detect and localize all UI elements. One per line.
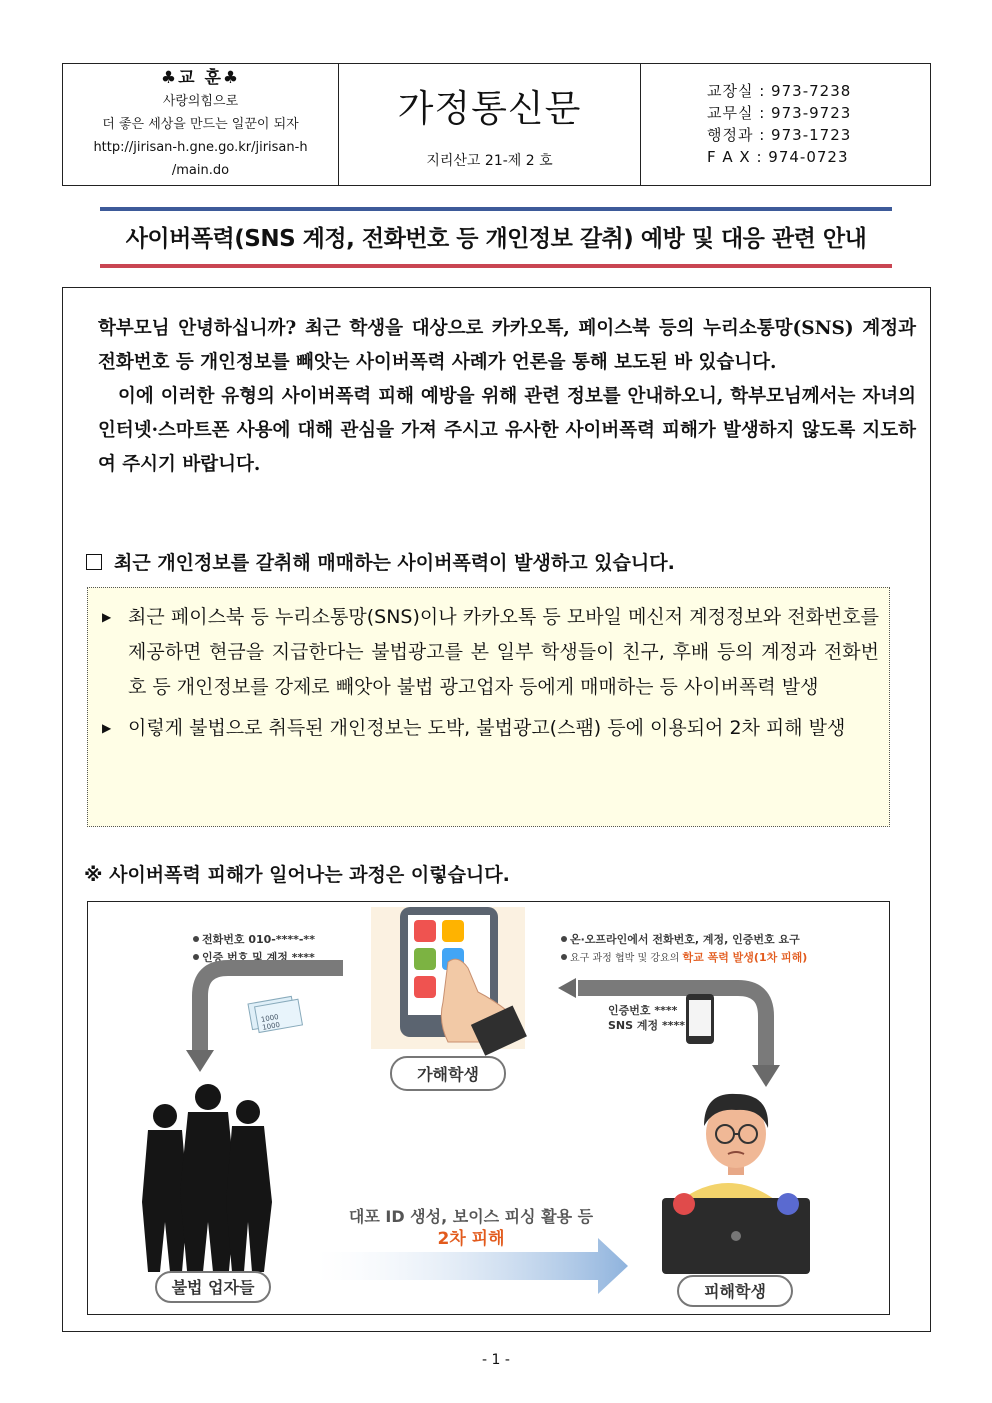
right-arrow-head-left: [558, 978, 576, 998]
intro-paragraph: 학부모님 안녕하십니까? 최근 학생을 대상으로 카카오톡, 페이스북 등의 누리소통망(SNS) 계정과 전화번호 등 개인정보를 빼앗는 사이버폭력 사례가 언론을 통해 보도된 바 있습니다.: [98, 318, 916, 373]
school-url[interactable]: http://jirisan-h.gne.go.kr/jirisan-h: [93, 140, 308, 155]
header-table: [62, 63, 931, 186]
process-diagram: [87, 901, 890, 1315]
list-item-text: 최근 페이스북 등 누리소통망(SNS)이나 카카오톡 등 모바일 메신저 계정정보와 전화번호를 제공하면 현금을 지급한다는 불법광고를 본 일부 학생들이 친구, 후배 등의 계정과 전화번호 등 개인정보를 강제로 빼앗아 불법 광고업자 등에게 매매하는 등 사이버폭력 발생: [128, 606, 879, 698]
motto-title: ♣교 훈♣: [160, 68, 241, 88]
phone-note-sns: SNS 계정 ****: [608, 1019, 685, 1032]
svg-text:1000: 1000: [261, 1020, 281, 1032]
perpetrator-text: 가해학생: [417, 1065, 479, 1084]
intro-text: [98, 312, 916, 482]
smartphone-icon: [686, 994, 714, 1044]
list-item-text: 이렇게 불법으로 취득된 개인정보는 도박, 불법광고(스팸) 등에 이용되어 2차 피해 발생: [128, 717, 846, 739]
section-heading: ※ 사이버폭력 피해가 일어나는 과정은 이렇습니다.: [84, 864, 510, 886]
issue-number: 지리산고 21-제 2 호: [426, 153, 553, 169]
right-arrow-head-down: [752, 1065, 780, 1087]
cash-icon: [248, 995, 302, 1033]
victim-label: [678, 1276, 792, 1306]
school-motto: [63, 64, 339, 185]
illegal-dealers-label: [156, 1272, 270, 1302]
contact-line: F A X : 974-0723: [707, 148, 849, 166]
school-url[interactable]: /main.do: [171, 163, 230, 178]
left-arrow-head: [186, 1050, 214, 1072]
contact-line: 행정과 : 973-1723: [707, 126, 852, 144]
illegal-dealers-text: 불법 업자들: [171, 1278, 255, 1297]
process-diagram-graphic: [88, 902, 890, 1315]
triangle-bullet-icon: ▶: [102, 721, 112, 735]
headline-rule-bottom: [100, 264, 892, 268]
motto-line: 더 좋은 세상을 만드는 일꾼이 되자: [102, 117, 299, 132]
intro-paragraph: 이에 이러한 유형의 사이버폭력 피해 예방을 위해 관련 정보를 안내하오니, 학부모님께서는 자녀의 인터넷·스마트폰 사용에 대해 관심을 가져 주시고 유사한 사이버폭력 피해가 발생하지 않도록 지도하여 주시기 바랍니다.: [98, 386, 916, 475]
contact-line: 교장실 : 973-7238: [707, 82, 852, 100]
motto-line: 사랑의힘으로: [162, 94, 239, 109]
contact-line: 교무실 : 973-9723: [707, 104, 852, 122]
left-note-auth: 인증 번호 및 계정 ****: [202, 951, 315, 964]
document-title: 가정통신문: [397, 87, 582, 130]
triangle-bullet-icon: ▶: [102, 610, 112, 624]
title-cell: [339, 64, 641, 185]
phone-note-auth: 인증번호 ****: [608, 1004, 678, 1017]
left-note-phone: 전화번호 010-****-**: [202, 933, 315, 946]
section-heading: [86, 548, 675, 575]
phone-tablet-icon: [371, 907, 527, 1056]
page-number: - 1 -: [482, 1352, 510, 1368]
right-note-request: 온·오프라인에서 전화번호, 계정, 인증번호 요구: [570, 933, 800, 946]
headline-rule-top: [100, 207, 892, 211]
victim-student-illustration: [662, 1094, 810, 1274]
left-note: [193, 932, 315, 964]
second-damage-title: 2차 피해: [437, 1229, 505, 1249]
section-heading-text: 최근 개인정보를 갈취해 매매하는 사이버폭력이 발생하고 있습니다.: [114, 552, 675, 574]
contact-info: [641, 64, 930, 185]
right-note: [561, 932, 807, 964]
info-box: [87, 587, 890, 827]
victim-text: 피해학생: [704, 1282, 766, 1301]
illegal-dealers-silhouette: [142, 1084, 272, 1282]
right-note-violence: 요구 과정 협박 및 강요의 학교 폭력 발생(1차 피해): [570, 951, 808, 964]
headline: 사이버폭력(SNS 계정, 전화번호 등 개인정보 갈취) 예방 및 대응 관련 안내: [125, 226, 867, 252]
second-damage-description: 대포 ID 생성, 보이스 피싱 활용 등: [348, 1207, 594, 1226]
list-item: [102, 711, 879, 746]
svg-text:1000: 1000: [260, 1012, 280, 1024]
checkbox-square-icon: [86, 554, 102, 570]
list-item: [102, 600, 879, 705]
perpetrator-label: [391, 1057, 505, 1090]
